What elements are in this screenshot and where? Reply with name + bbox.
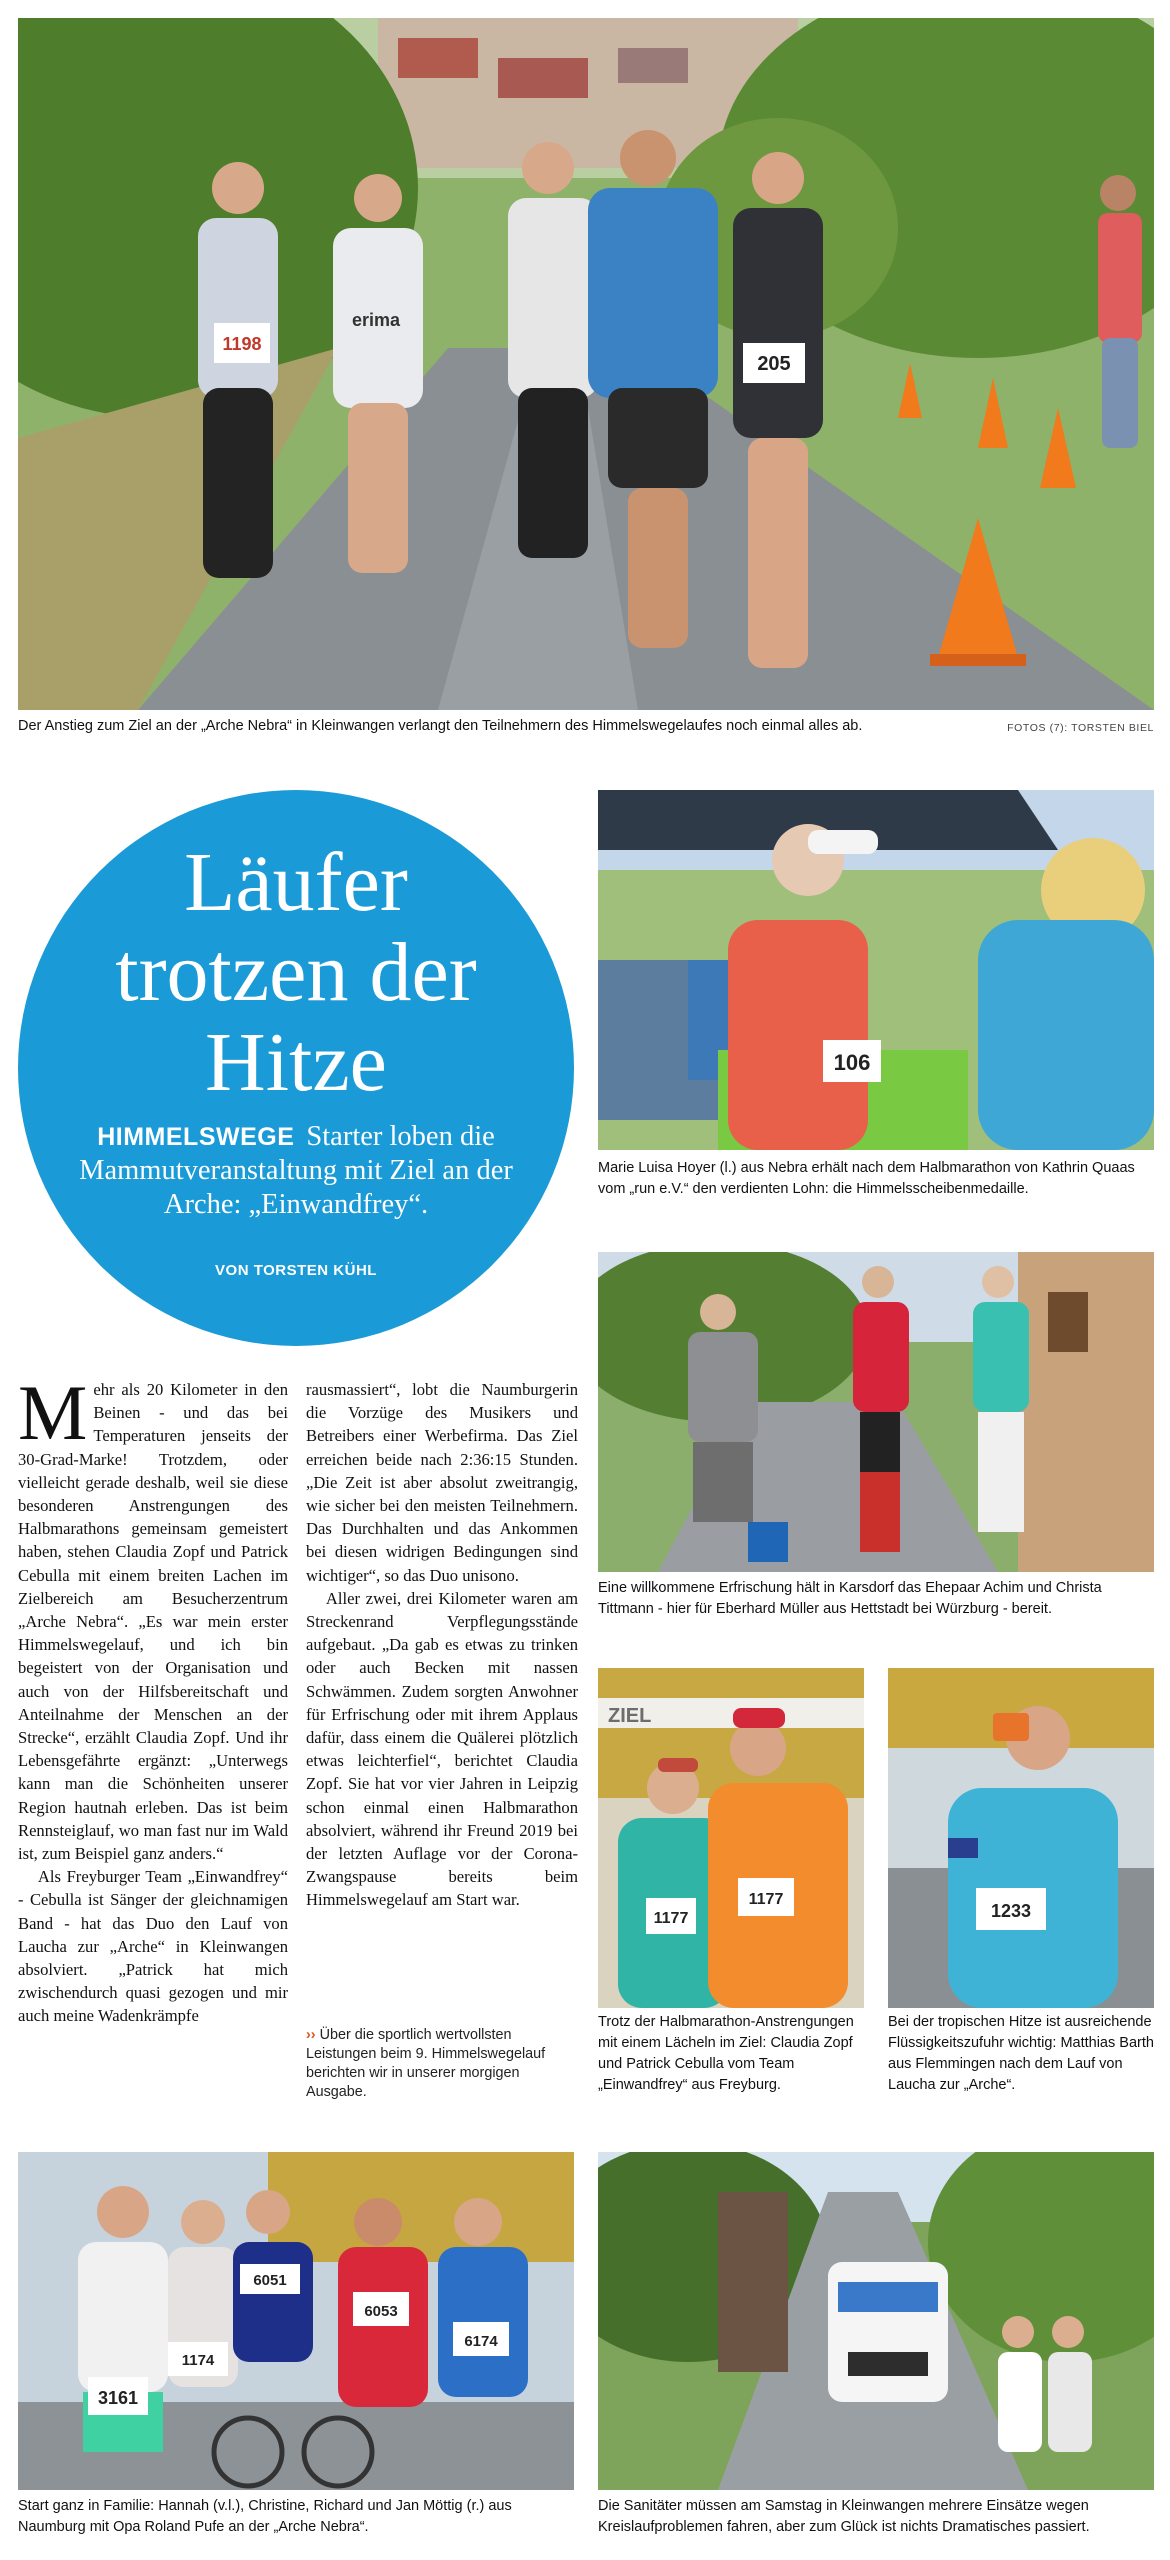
teaser-note — [306, 2026, 578, 2102]
refresh-photo — [598, 1252, 1154, 1572]
family-bib-4: 6053 — [364, 2303, 398, 2320]
family-bib-3: 6051 — [253, 2272, 287, 2289]
article-column-2 — [306, 1378, 578, 1912]
runner-3 — [508, 142, 598, 558]
couple-caption: Trotz der Halbmarathon-Anstrengungen mit einem Lächeln im Ziel: Claudia Zopf und Patrick Cebulla vom Team „Einwandfrey“ aus Freyburg. — [598, 2014, 854, 2093]
headline-badge — [18, 790, 574, 1346]
headline-kicker: HIMMELSWEGE — [97, 1123, 295, 1151]
family-bib-5: 6174 — [464, 2333, 498, 2350]
runner-1 — [198, 162, 278, 578]
refresh-caption: Eine willkommene Erfrischung hält in Karsdorf das Ehepaar Achim und Christa Tittmann - hier für Eberhard Müller aus Hettstadt bei Würzburg - bereit. — [598, 1580, 1102, 1617]
family-bib-2: 1174 — [181, 2352, 215, 2369]
hero-bib-205: 205 — [757, 353, 791, 375]
finish-sign: ZIEL — [608, 1705, 652, 1727]
photo-credit: FOTOS (7): TORSTEN BIEL — [1007, 722, 1154, 734]
spectator — [1098, 175, 1142, 448]
teaser-arrow-icon: ›› — [306, 2027, 316, 2043]
article-paragraph: Als Freyburger Team „Einwandfrey“ - Cebulla ist Sänger der gleichnamigen Band - hat das Duo den Lauf von Laucha zur „Arche“ in Kleinwangen absolviert. „Patrick hat mich zwischendurch quasi gezogen und mir auch meine Wadenkrämpfe — [18, 1867, 288, 2026]
family-caption: Start ganz in Familie: Hannah (v.l.), Christine, Richard und Jan Möttig (r.) aus Naumburg mit Opa Roland Pufe an der „Arche Nebra“. — [18, 2498, 512, 2535]
hero-shirt-text: erima — [351, 310, 401, 330]
medics-photo — [598, 2152, 1154, 2490]
medal-bib: 106 — [833, 1050, 871, 1075]
medal-caption: Marie Luisa Hoyer (l.) aus Nebra erhält nach dem Halbmarathon von Kathrin Quaas vom „run e.V.“ den verdienten Lohn: die Himmelsscheibenmedaille. — [598, 1160, 1135, 1197]
medics-caption: Die Sanitäter müssen am Samstag in Kleinwangen mehrere Einsätze wegen Kreislaufproblemen fahren, aber zum Glück ist nichts Dramatisches passiert. — [598, 2498, 1090, 2535]
article-paragraph: rausmassiert“, lobt die Naumburgerin die Vorzüge des Musikers und Betreibers einer Werbefirma. Das Ziel erreichen beide nach 2:36:15 Stunden. „Die Zeit ist aber absolut zweitrangig, wie sicher bei den meisten Teilnehmern. Das Durchhalten und das Ankommen bei diesen widrigen Bedingungen sind wichtiger“, so das Duo unisono. — [306, 1380, 578, 1585]
article-paragraph — [18, 1369, 288, 1865]
hero-caption: Der Anstieg zum Ziel an der „Arche Nebra“ in Kleinwangen verlangt den Teilnehmern des Himmelswegelaufes noch einmal alles ab. — [18, 718, 863, 734]
author-byline: VON TORSTEN KÜHL — [215, 1262, 377, 1279]
hero-bib-1198: 1198 — [222, 334, 262, 354]
drink-bib: 1233 — [990, 1901, 1032, 1921]
article-column-1 — [18, 1369, 288, 2028]
article-paragraph-text: ehr als 20 Kilometer in den Beinen - und das bei Temperaturen jenseits der 30-Grad-Marke! Trotzdem, oder vielleicht gerade deshalb, weil sie diese besonderen Anstrengungen des Halbmarathons gemeinsam gemeistert haben, stehen Claudia Zopf und Patrick Cebulla mit einem breiten Lachen im Zielbereich am Besucherzentrum „Arche Nebra“. „Es war mein erster Himmelswegelauf, und ich bin begeistert von der Organisation und auch von der Hilfsbereitschaft und Anteilnahme der Menschen an der Strecke“, erzählt Claudia Zopf. Und ihr Lebensgefährte ergänzt: „Unterwegs kann man die Schönheiten unserer Region hautnah erleben. Das ist beim Rennsteiglauf, wo man fast nur im Wald ist, zum Beispiel ganz anders.“ — [18, 1380, 288, 1864]
article-paragraph: Aller zwei, drei Kilometer waren am Streckenrand Verpflegungsstände aufgebaut. „Da gab es etwas zu trinken oder auch Becken mit nassen Schwämmen. Zudem sorgten Anwohner für Erfrischung oder mit ihrem Applaus dafür, dass einem die Quälerei plötzlich etwas leichterfiel“, berichtet Claudia Zopf. Sie hat vor vier Jahren in Leipzig schon einmal einen Halbmarathon absolviert, während ihr Freund 2019 bei der letzten Auflage vor der Corona-Zwangspause bereits beim Himmelswegelauf am Start war. — [306, 1588, 578, 1910]
family-bib-1: 3161 — [97, 2388, 139, 2408]
hero-photo — [18, 18, 1154, 710]
drink-photo — [888, 1668, 1154, 2008]
medal-photo — [598, 790, 1154, 1150]
couple-bib-1: 1177 — [653, 1910, 689, 1927]
drink-caption: Bei der tropischen Hitze ist ausreichende Flüssigkeitszufuhr wichtig: Matthias Barth aus Flemmingen nach dem Lauf von Laucha zur „Arche“. — [888, 2014, 1154, 2093]
headline-title: Läufer trotzen der Hitze — [115, 836, 477, 1109]
couple-bib-2: 1177 — [748, 1891, 784, 1908]
family-photo — [18, 2152, 574, 2490]
headline-subtitle: Starter loben die Mammutveranstaltung mit Ziel an der Arche: „Einwandfrey“. — [79, 1121, 513, 1220]
drop-cap: M — [18, 1369, 88, 1456]
couple-photo — [598, 1668, 864, 2008]
teaser-text: Über die sportlich wertvollsten Leistungen beim 9. Himmelswegelauf berichten wir in unserer morgigen Ausgabe. — [306, 2027, 546, 2100]
headline-subtitle-block — [68, 1120, 524, 1222]
